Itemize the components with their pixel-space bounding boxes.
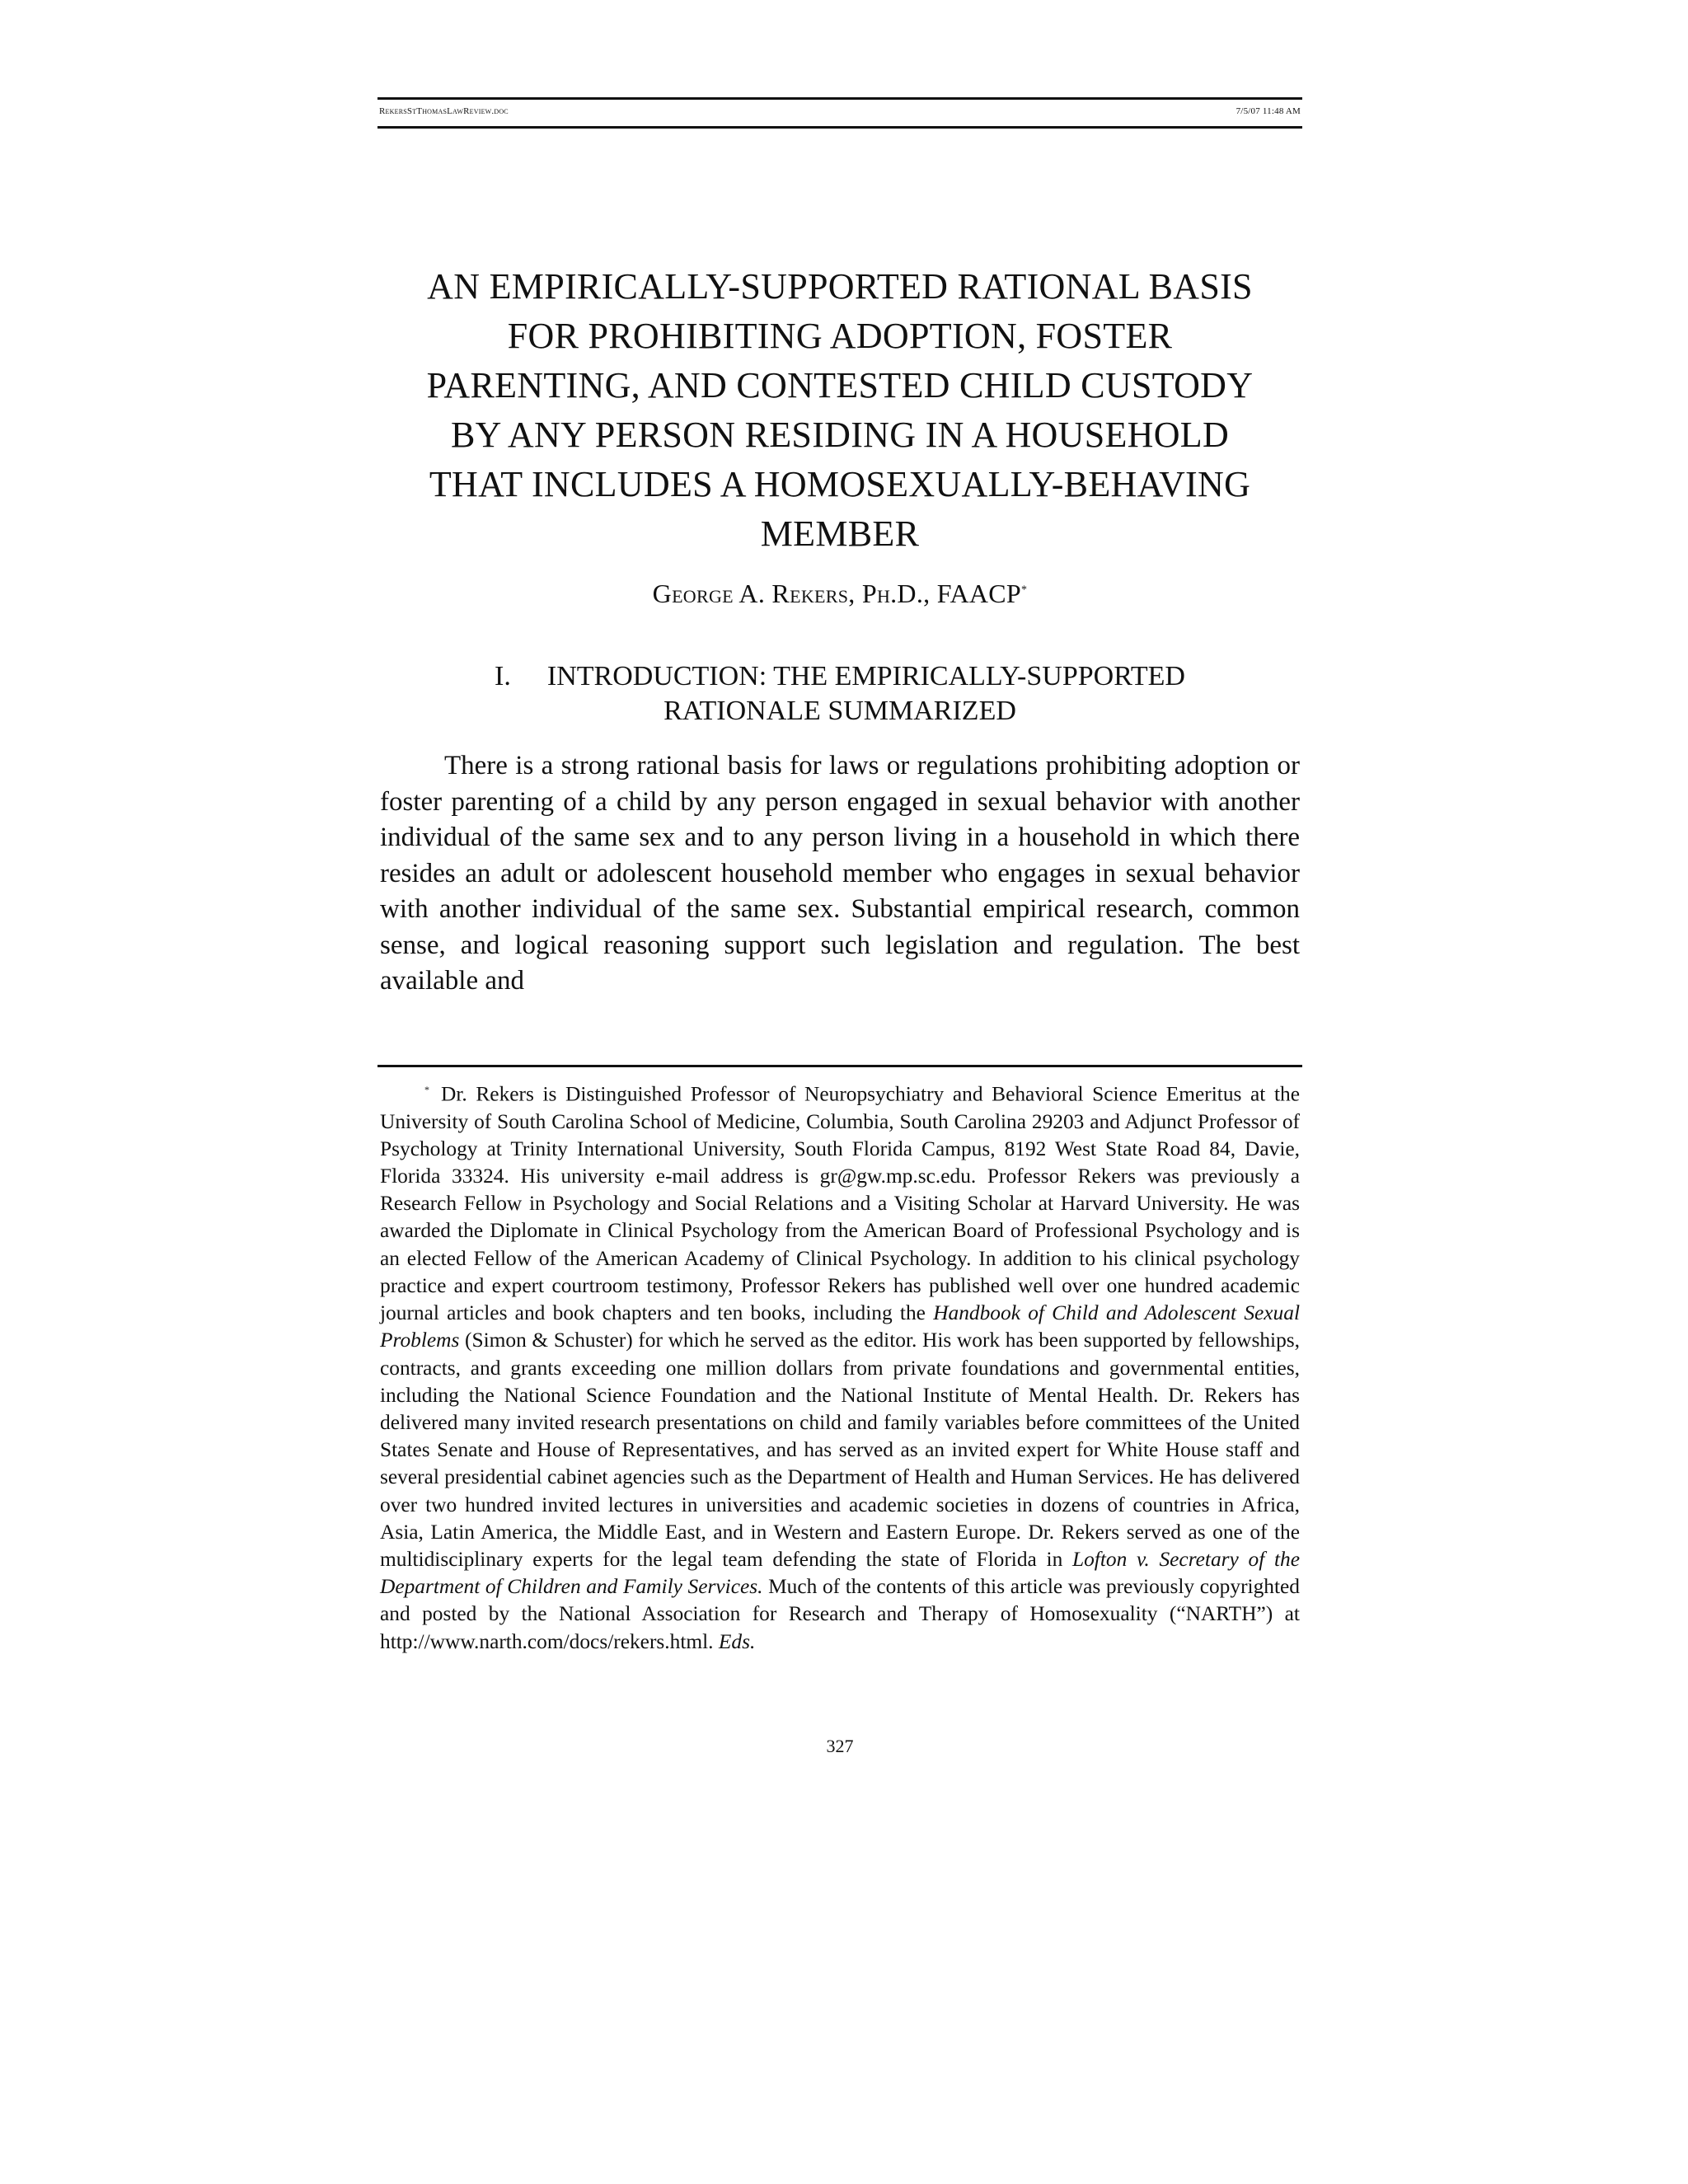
page-number: 327	[826, 1736, 854, 1756]
title-line: THAT INCLUDES A HOMOSEXUALLY-BEHAVING	[429, 464, 1251, 504]
footnote-text-part-3: Much of the contents of this article was previously copyrighted and posted by the National Association for Research and Therapy of Homosexuality (“NARTH”) at http://www.narth.com/docs/rekers.html.	[380, 1575, 1300, 1653]
title-line: MEMBER	[760, 513, 920, 554]
section-number: I.	[495, 661, 511, 691]
running-head-filename: RekersStThomasLawReview.doc	[379, 106, 509, 116]
footnote-book-title: Handbook of Child and Adolescent Sexual Problems	[380, 1301, 1300, 1352]
footnote-text-part-2: (Simon & Schuster) for which he served as the editor. His work has been supported by fellowships, contracts, and grants exceeding one million dollars from private foundations and governmental entities, including the National Science Foundation and the National Institute of Mental Health. Dr. Rekers has delivered many invited research presentations on child and family variables before committees of the United States Senate and House of Representatives, and has served as an invited expert for White House staff and several presidential cabinet agencies such as the Department of Health and Human Services. He has delivered over two hundred invited lectures in universities and academic societies in dozens of countries in Africa, Asia, Latin America, the Middle East, and in Western and Eastern Europe. Dr. Rekers served as one of the multidisciplinary experts for the legal team defending the state of Florida in	[380, 1329, 1300, 1571]
footnote-case-name: Lofton v. Secretary of the Department of Children and Family Services.	[380, 1547, 1300, 1599]
section-title-line-1: INTRODUCTION: THE EMPIRICALLY-SUPPORTED	[546, 661, 1185, 691]
footnote-marker: *	[424, 1084, 429, 1095]
author-name: George A. Rekers, Ph.D., FAACP	[652, 579, 1022, 608]
author-footnote-marker: *	[1021, 583, 1028, 597]
article-title	[377, 262, 1302, 559]
section-heading	[377, 659, 1302, 729]
title-line: AN EMPIRICALLY-SUPPORTED RATIONAL BASIS	[427, 266, 1253, 307]
title-line: BY ANY PERSON RESIDING IN A HOUSEHOLD	[450, 415, 1230, 455]
running-header	[377, 97, 1302, 129]
footnote-text-part-1: Dr. Rekers is Distinguished Professor of Neuropsychiatry and Behavioral Science Emeritus at the University of South Carolina School of Medicine, Columbia, South Carolina 29203 and Adjunct Professor of Psychology at Trinity International University, South Florida Campus, 8192 West State Road 84, Davie, Florida 33324. His university e-mail address is gr@gw.mp.sc.edu. Professor Rekers was previously a Research Fellow in Psychology and Social Relations and a Visiting Scholar at Harvard University. He was awarded the Diplomate in Clinical Psychology from the American Board of Professional Psychology and is an elected Fellow of the American Academy of Clinical Psychology. In addition to his clinical psychology practice and expert courtroom testimony, Professor Rekers has published well over one hundred academic journal articles and book chapters and ten books, including the	[380, 1082, 1300, 1325]
author-footnote	[380, 1076, 1300, 1656]
running-head-timestamp: 7/5/07 11:48 AM	[1236, 106, 1301, 116]
section-title-line-2: RATIONALE SUMMARIZED	[663, 696, 1016, 726]
title-line: PARENTING, AND CONTESTED CHILD CUSTODY	[426, 365, 1254, 405]
body-paragraph: There is a strong rational basis for laws or regulations prohibiting adoption or foster parenting of a child by any person engaged in sexual behavior with another individual of the same sex and to any person living in a household in which there resides an adult or adolescent household member who engages in sexual behavior with another individual of the same sex. Substantial empirical research, common sense, and logical reasoning support such legislation and regulation. The best available and	[380, 751, 1300, 996]
footnote-eds: Eds.	[718, 1629, 756, 1653]
author-byline	[377, 579, 1302, 609]
title-line: FOR PROHIBITING ADOPTION, FOSTER	[507, 316, 1173, 356]
footnote-divider	[377, 1065, 1302, 1067]
